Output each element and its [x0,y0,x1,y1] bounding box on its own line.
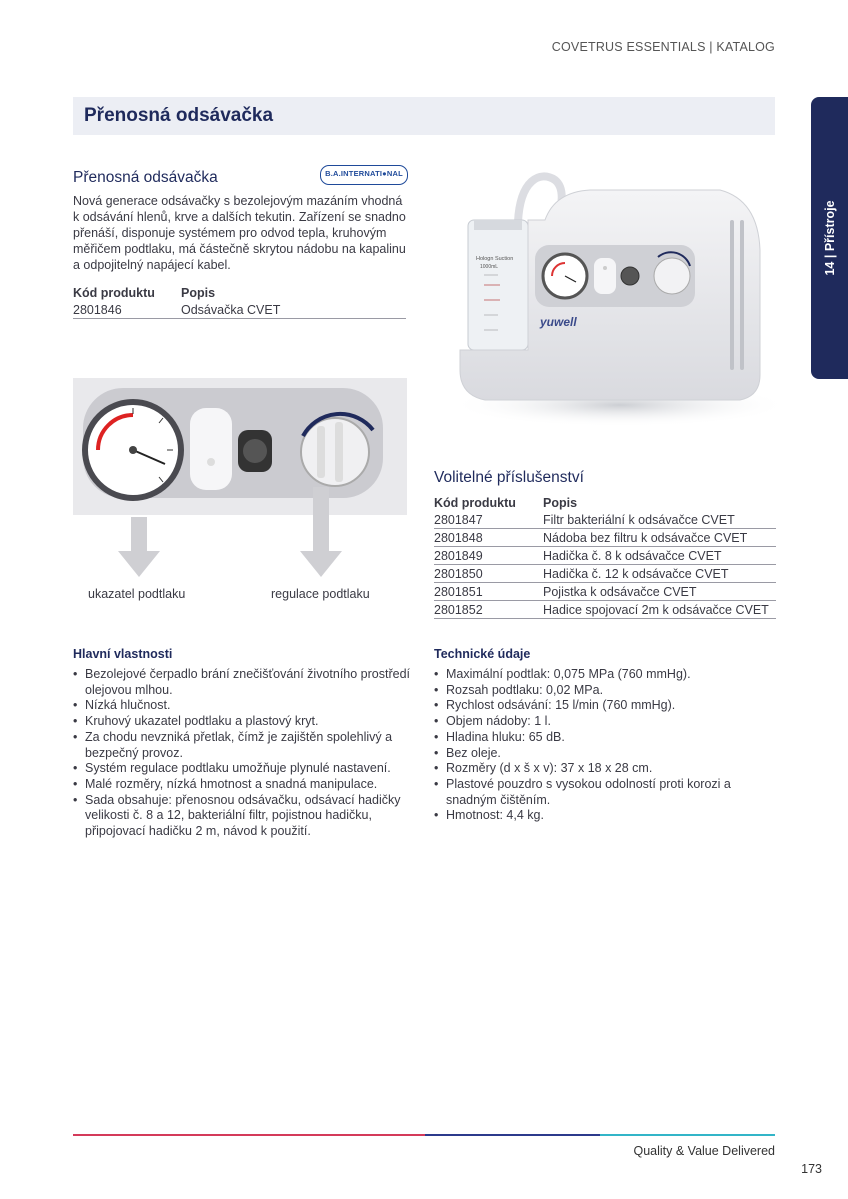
list-item: • Rozsah podtlaku: 0,02 MPa. [434,683,749,699]
col-code-header: Kód produktu [73,285,155,300]
chapter-tab[interactable] [811,97,848,379]
accessory-desc: Filtr bakteriální k odsávačce CVET [543,512,735,527]
table-row [434,511,776,529]
callout-vacuum-gauge: ukazatel podtlaku [88,587,186,601]
footer-rule-blue [425,1134,600,1136]
features-title: Hlavní vlastnosti [73,647,173,661]
table-row [434,529,776,547]
product-title: Přenosná odsávačka [73,169,218,186]
accessory-code: 2801852 [434,602,483,617]
col-code-header: Kód produktu [434,495,516,510]
table-row [434,601,776,619]
list-item: • Plastové pouzdro s vysokou odolností proti korozi a snadným čištěním. [434,777,749,808]
footer-tagline: Quality & Value Delivered [633,1144,775,1158]
product-desc: Odsávačka CVET [181,302,281,317]
list-item: • Rozměry (d x š x v): 37 x 18 x 28 cm. [434,761,749,777]
ba-international-logo: B.A.INTERNATI●NAL [320,165,408,185]
list-item: • Objem nádoby: 1 l. [434,714,749,730]
svg-text:1000mL: 1000mL [480,264,499,270]
product-code: 2801846 [73,302,122,317]
chapter-tab-label: 14 | Přístroje [822,200,837,276]
footer-rule-red [73,1134,425,1136]
list-item: • Za chodu nevzniká přetlak, čímž je zajištěn spolehlivý a bezpečný provoz. [73,730,418,761]
features-list [73,667,418,840]
page-number: 173 [801,1162,822,1176]
table-row [434,565,776,583]
table-row [73,301,406,319]
down-arrow-icon [300,487,342,577]
svg-text:Hologn Suction: Hologn Suction [476,256,514,262]
list-item: • Hmotnost: 4,4 kg. [434,808,749,824]
list-item: • Bez oleje. [434,746,749,762]
tech-list [434,667,749,824]
accessory-desc: Hadička č. 8 k odsávačce CVET [543,548,722,563]
svg-text:yuwell: yuwell [540,315,577,329]
product-table [73,284,406,319]
catalog-header: COVETRUS ESSENTIALS | KATALOG [551,40,775,54]
accessory-code: 2801848 [434,530,483,545]
table-row [434,547,776,565]
callout-vacuum-regulator: regulace podtlaku [271,587,370,601]
accessory-code: 2801851 [434,584,483,599]
list-item: • Hladina hluku: 65 dB. [434,730,749,746]
list-item: • Rychlost odsávání: 15 l/min (760 mmHg). [434,698,749,714]
col-desc-header: Popis [181,285,216,300]
accessory-desc: Hadice spojovací 2m k odsávačce CVET [543,602,769,617]
footer-rule-teal [600,1134,775,1136]
list-item: • Sada obsahuje: přenosnou odsávačku, odsávací hadičky velikosti č. 8 a 12, bakteriální filtr, pojistnou hadičku, připojovací hadičku 2 m, návod k použití. [73,793,418,840]
accessories-title: Volitelné příslušenství [434,469,584,486]
accessory-desc: Nádoba bez filtru k odsávačce CVET [543,530,748,545]
accessory-code: 2801849 [434,548,483,563]
accessories-table [434,494,776,619]
accessory-code: 2801850 [434,566,483,581]
list-item: • Bezolejové čerpadlo brání znečišťování životního prostředí olejovou mlhou. [73,667,418,698]
list-item: • Kruhový ukazatel podtlaku a plastový kryt. [73,714,418,730]
list-item: • Malé rozměry, nízká hmotnost a snadná manipulace. [73,777,418,793]
product-description: Nová generace odsávačky s bezolejovým mazáním vhodná k odsávání hlenů, krve a dalších tekutin. Zařízení se snadno přenáší, disponuje systémem pro odvod tepla, kruhovým měřičem podtlaku, má částečně skrytou nádobu na kapalinu a odpojitelný napájecí kabel. [73,194,406,272]
table-row [434,583,776,601]
list-item: • Nízká hlučnost. [73,698,418,714]
accessory-code: 2801847 [434,512,483,527]
accessory-desc: Hadička č. 12 k odsávačce CVET [543,566,729,581]
down-arrow-icon [118,517,160,577]
suction-device-image [440,160,780,430]
list-item: • Systém regulace podtlaku umožňuje plynulé nastavení. [73,761,418,777]
col-desc-header: Popis [543,495,578,510]
control-panel-closeup-image [73,378,407,515]
section-title: Přenosná odsávačka [84,105,274,126]
accessory-desc: Pojistka k odsávačce CVET [543,584,697,599]
list-item: • Maximální podtlak: 0,075 MPa (760 mmHg). [434,667,749,683]
tech-title: Technické údaje [434,647,531,661]
